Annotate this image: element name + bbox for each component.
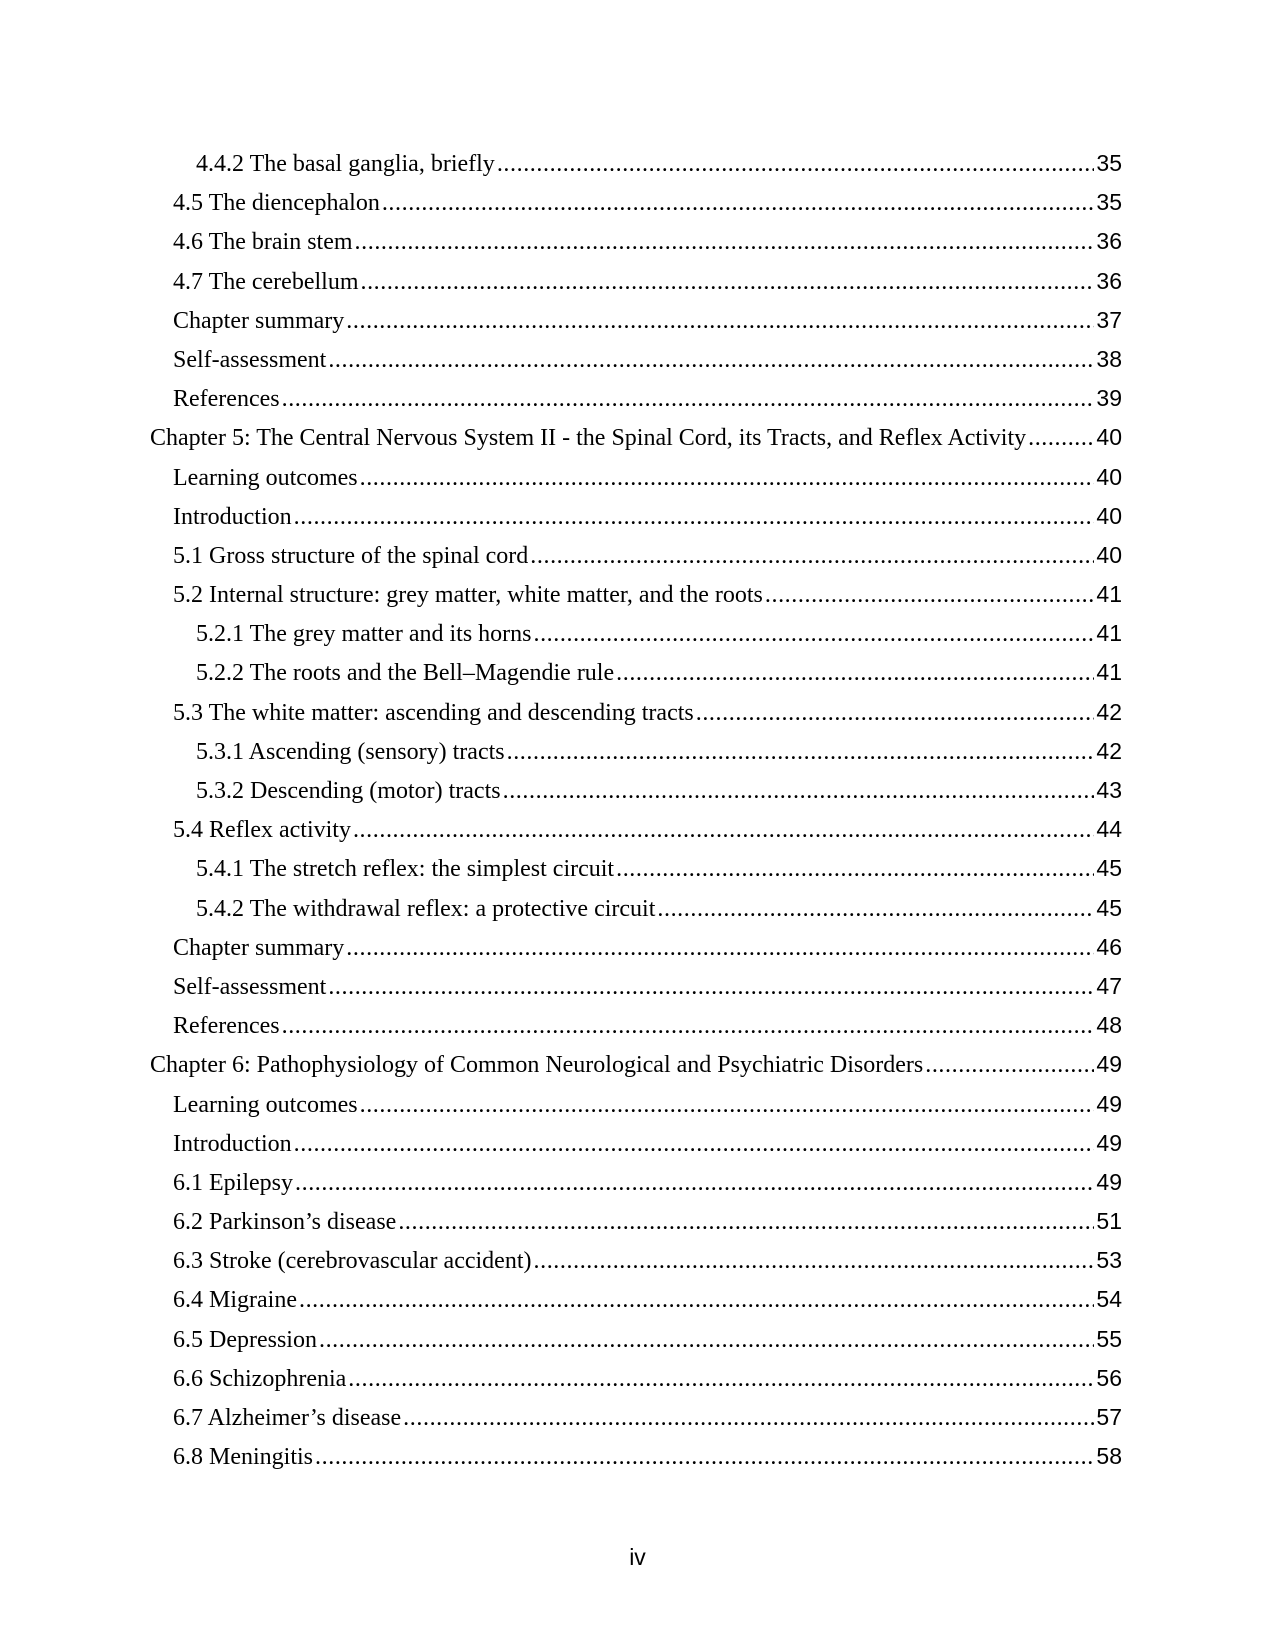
toc-dot-leader <box>616 850 1094 888</box>
toc-entry-page-number: 47 <box>1096 972 1122 999</box>
toc-entry[interactable] <box>150 262 1122 301</box>
toc-entry-page-number: 51 <box>1096 1208 1122 1235</box>
toc-entry[interactable] <box>150 1241 1122 1280</box>
toc-entry-page-number: 35 <box>1096 189 1122 216</box>
toc-entry[interactable] <box>150 497 1122 536</box>
toc-entry-title: 5.2.1 The grey matter and its horns <box>196 621 532 648</box>
toc-entry-title: Self-assessment <box>173 973 327 1000</box>
toc-dot-leader <box>1028 419 1094 457</box>
toc-entry-title: References <box>173 1013 280 1040</box>
toc-entry-page-number: 53 <box>1096 1247 1122 1274</box>
toc-dot-leader <box>360 459 1095 497</box>
toc-entry-page-number: 36 <box>1096 267 1122 294</box>
toc-dot-leader <box>282 1007 1095 1045</box>
toc-entry-title: Chapter 6: Pathophysiology of Common Neurological and Psychiatric Disorders <box>150 1052 924 1079</box>
toc-dot-leader <box>382 184 1095 222</box>
toc-dot-leader <box>533 615 1094 653</box>
toc-dot-leader <box>355 223 1095 261</box>
toc-entry-title: 5.3.2 Descending (motor) tracts <box>196 778 501 804</box>
toc-dot-leader <box>299 1281 1094 1319</box>
toc-entry-page-number: 42 <box>1096 737 1122 764</box>
toc-entry[interactable] <box>150 1202 1122 1241</box>
toc-chapter-entry[interactable] <box>150 1045 1122 1084</box>
toc-entry-page-number: 57 <box>1096 1404 1122 1430</box>
toc-dot-leader <box>534 1242 1095 1280</box>
toc-entry-title: References <box>173 386 280 413</box>
toc-entry[interactable] <box>150 575 1122 614</box>
table-of-contents <box>150 144 1122 1476</box>
toc-entry-page-number: 49 <box>1096 1051 1122 1078</box>
toc-dot-leader <box>360 1086 1095 1124</box>
toc-entry[interactable] <box>150 889 1122 928</box>
toc-dot-leader <box>657 890 1094 928</box>
toc-entry[interactable] <box>150 928 1122 967</box>
toc-entry[interactable] <box>150 1006 1122 1045</box>
toc-entry-title: 4.5 The diencephalon <box>173 190 380 217</box>
toc-entry-page-number: 45 <box>1096 855 1122 882</box>
toc-entry-title: 6.2 Parkinson’s disease <box>173 1209 397 1236</box>
toc-dot-leader <box>346 302 1094 340</box>
toc-entry[interactable] <box>150 732 1122 771</box>
toc-entry-title: Introduction <box>173 503 292 530</box>
toc-entry-title: 5.2.2 The roots and the Bell–Magendie rule <box>196 660 615 687</box>
toc-entry[interactable] <box>150 1320 1122 1359</box>
toc-entry-title: 6.6 Schizophrenia <box>173 1365 347 1392</box>
toc-entry-page-number: 41 <box>1096 581 1122 608</box>
toc-entry-title: Chapter 5: The Central Nervous System II - the Spinal Cord, its Tracts, and Reflex Activity <box>150 425 1027 452</box>
toc-entry-title: 5.1 Gross structure of the spinal cord <box>173 542 529 569</box>
toc-entry-page-number: 43 <box>1096 777 1122 803</box>
toc-dot-leader <box>282 380 1095 418</box>
toc-entry-page-number: 36 <box>1096 228 1122 255</box>
toc-entry-title: 5.4.1 The stretch reflex: the simplest circuit <box>196 856 615 883</box>
toc-entry-title: 4.6 The brain stem <box>173 229 353 256</box>
toc-entry-title: 5.3.1 Ascending (sensory) tracts <box>196 738 505 765</box>
toc-entry-title: 5.2 Internal structure: grey matter, white matter, and the roots <box>173 582 763 609</box>
toc-entry-page-number: 49 <box>1096 1129 1122 1156</box>
toc-entry-page-number: 40 <box>1096 541 1122 568</box>
toc-dot-leader <box>348 1360 1094 1398</box>
toc-entry-page-number: 42 <box>1096 698 1122 725</box>
toc-dot-leader <box>294 498 1095 536</box>
toc-entry-title: 5.4 Reflex activity <box>173 817 351 844</box>
toc-entry[interactable] <box>150 183 1122 222</box>
toc-entry-title: 6.1 Epilepsy <box>173 1169 293 1196</box>
toc-entry-page-number: 55 <box>1096 1325 1122 1352</box>
toc-dot-leader <box>360 263 1094 301</box>
toc-entry-page-number: 48 <box>1096 1012 1122 1039</box>
toc-entry-title: 6.3 Stroke (cerebrovascular accident) <box>173 1248 532 1275</box>
toc-dot-leader <box>353 811 1094 849</box>
toc-entry[interactable] <box>150 614 1122 653</box>
toc-dot-leader <box>295 1164 1094 1202</box>
toc-entry-page-number: 45 <box>1096 894 1122 921</box>
toc-entry-page-number: 38 <box>1096 345 1122 372</box>
toc-dot-leader <box>616 654 1094 692</box>
toc-entry-title: 6.4 Migraine <box>173 1287 297 1314</box>
toc-entry-page-number: 40 <box>1096 424 1122 451</box>
toc-entry-title: 6.7 Alzheimer’s disease <box>173 1405 402 1431</box>
toc-entry[interactable] <box>150 458 1122 497</box>
toc-dot-leader <box>294 1125 1095 1163</box>
toc-entry-page-number: 40 <box>1096 502 1122 529</box>
toc-dot-leader <box>696 694 1095 732</box>
toc-entry[interactable] <box>150 849 1122 888</box>
toc-entry[interactable] <box>150 340 1122 379</box>
toc-entry[interactable] <box>150 144 1122 183</box>
toc-dot-leader <box>328 341 1094 379</box>
toc-dot-leader <box>319 1321 1094 1359</box>
toc-entry[interactable] <box>150 1437 1122 1476</box>
toc-dot-leader <box>925 1046 1094 1084</box>
toc-chapter-entry[interactable] <box>150 418 1122 457</box>
toc-dot-leader <box>403 1399 1094 1437</box>
toc-entry-title: 6.5 Depression <box>173 1326 317 1353</box>
toc-dot-leader <box>398 1203 1094 1241</box>
toc-entry-title: 5.4.2 The withdrawal reflex: a protective circuit <box>196 895 656 922</box>
toc-entry[interactable] <box>150 1280 1122 1319</box>
toc-entry-page-number: 37 <box>1096 306 1122 333</box>
toc-dot-leader <box>315 1438 1094 1476</box>
toc-entry-title: Self-assessment <box>173 346 327 373</box>
toc-entry[interactable] <box>150 967 1122 1006</box>
toc-entry[interactable] <box>150 771 1122 810</box>
toc-entry-title: Introduction <box>173 1130 292 1157</box>
toc-entry-title: 6.8 Meningitis <box>173 1444 314 1471</box>
toc-entry-page-number: 39 <box>1096 385 1122 412</box>
toc-entry[interactable] <box>150 693 1122 732</box>
toc-entry-page-number: 58 <box>1096 1443 1122 1470</box>
toc-entry[interactable] <box>150 810 1122 849</box>
toc-dot-leader <box>346 929 1094 967</box>
toc-entry-page-number: 56 <box>1096 1364 1122 1391</box>
toc-entry-title: Learning outcomes <box>173 464 358 491</box>
toc-entry-page-number: 40 <box>1096 463 1122 490</box>
toc-entry[interactable] <box>150 1124 1122 1163</box>
toc-entry-page-number: 46 <box>1096 933 1122 960</box>
toc-entry-page-number: 44 <box>1096 816 1122 843</box>
toc-dot-leader <box>328 968 1094 1006</box>
toc-dot-leader <box>765 576 1095 614</box>
toc-entry[interactable] <box>150 1359 1122 1398</box>
toc-entry[interactable] <box>150 222 1122 261</box>
toc-dot-leader <box>497 145 1095 183</box>
toc-dot-leader <box>530 537 1094 575</box>
toc-entry[interactable] <box>150 1398 1122 1437</box>
toc-entry[interactable] <box>150 653 1122 692</box>
toc-entry-page-number: 41 <box>1096 659 1122 686</box>
toc-dot-leader <box>507 733 1095 771</box>
toc-entry[interactable] <box>150 536 1122 575</box>
toc-entry-title: Chapter summary <box>173 307 345 334</box>
toc-entry-title: Learning outcomes <box>173 1091 358 1118</box>
toc-entry-title: 4.4.2 The basal ganglia, briefly <box>196 151 495 177</box>
toc-entry-title: 5.3 The white matter: ascending and descending tracts <box>173 699 694 726</box>
page-number: iv <box>629 1544 646 1570</box>
toc-entry-page-number: 49 <box>1096 1168 1122 1195</box>
toc-entry[interactable] <box>150 1085 1122 1124</box>
toc-dot-leader <box>503 772 1095 810</box>
toc-entry-page-number: 41 <box>1096 620 1122 647</box>
toc-entry[interactable] <box>150 1163 1122 1202</box>
toc-entry-page-number: 49 <box>1096 1090 1122 1117</box>
toc-entry-title: Chapter summary <box>173 934 345 961</box>
toc-entry[interactable] <box>150 379 1122 418</box>
toc-entry-title: 4.7 The cerebellum <box>173 268 359 295</box>
toc-entry-page-number: 54 <box>1096 1286 1122 1313</box>
toc-entry-page-number: 35 <box>1096 150 1122 176</box>
toc-entry[interactable] <box>150 301 1122 340</box>
